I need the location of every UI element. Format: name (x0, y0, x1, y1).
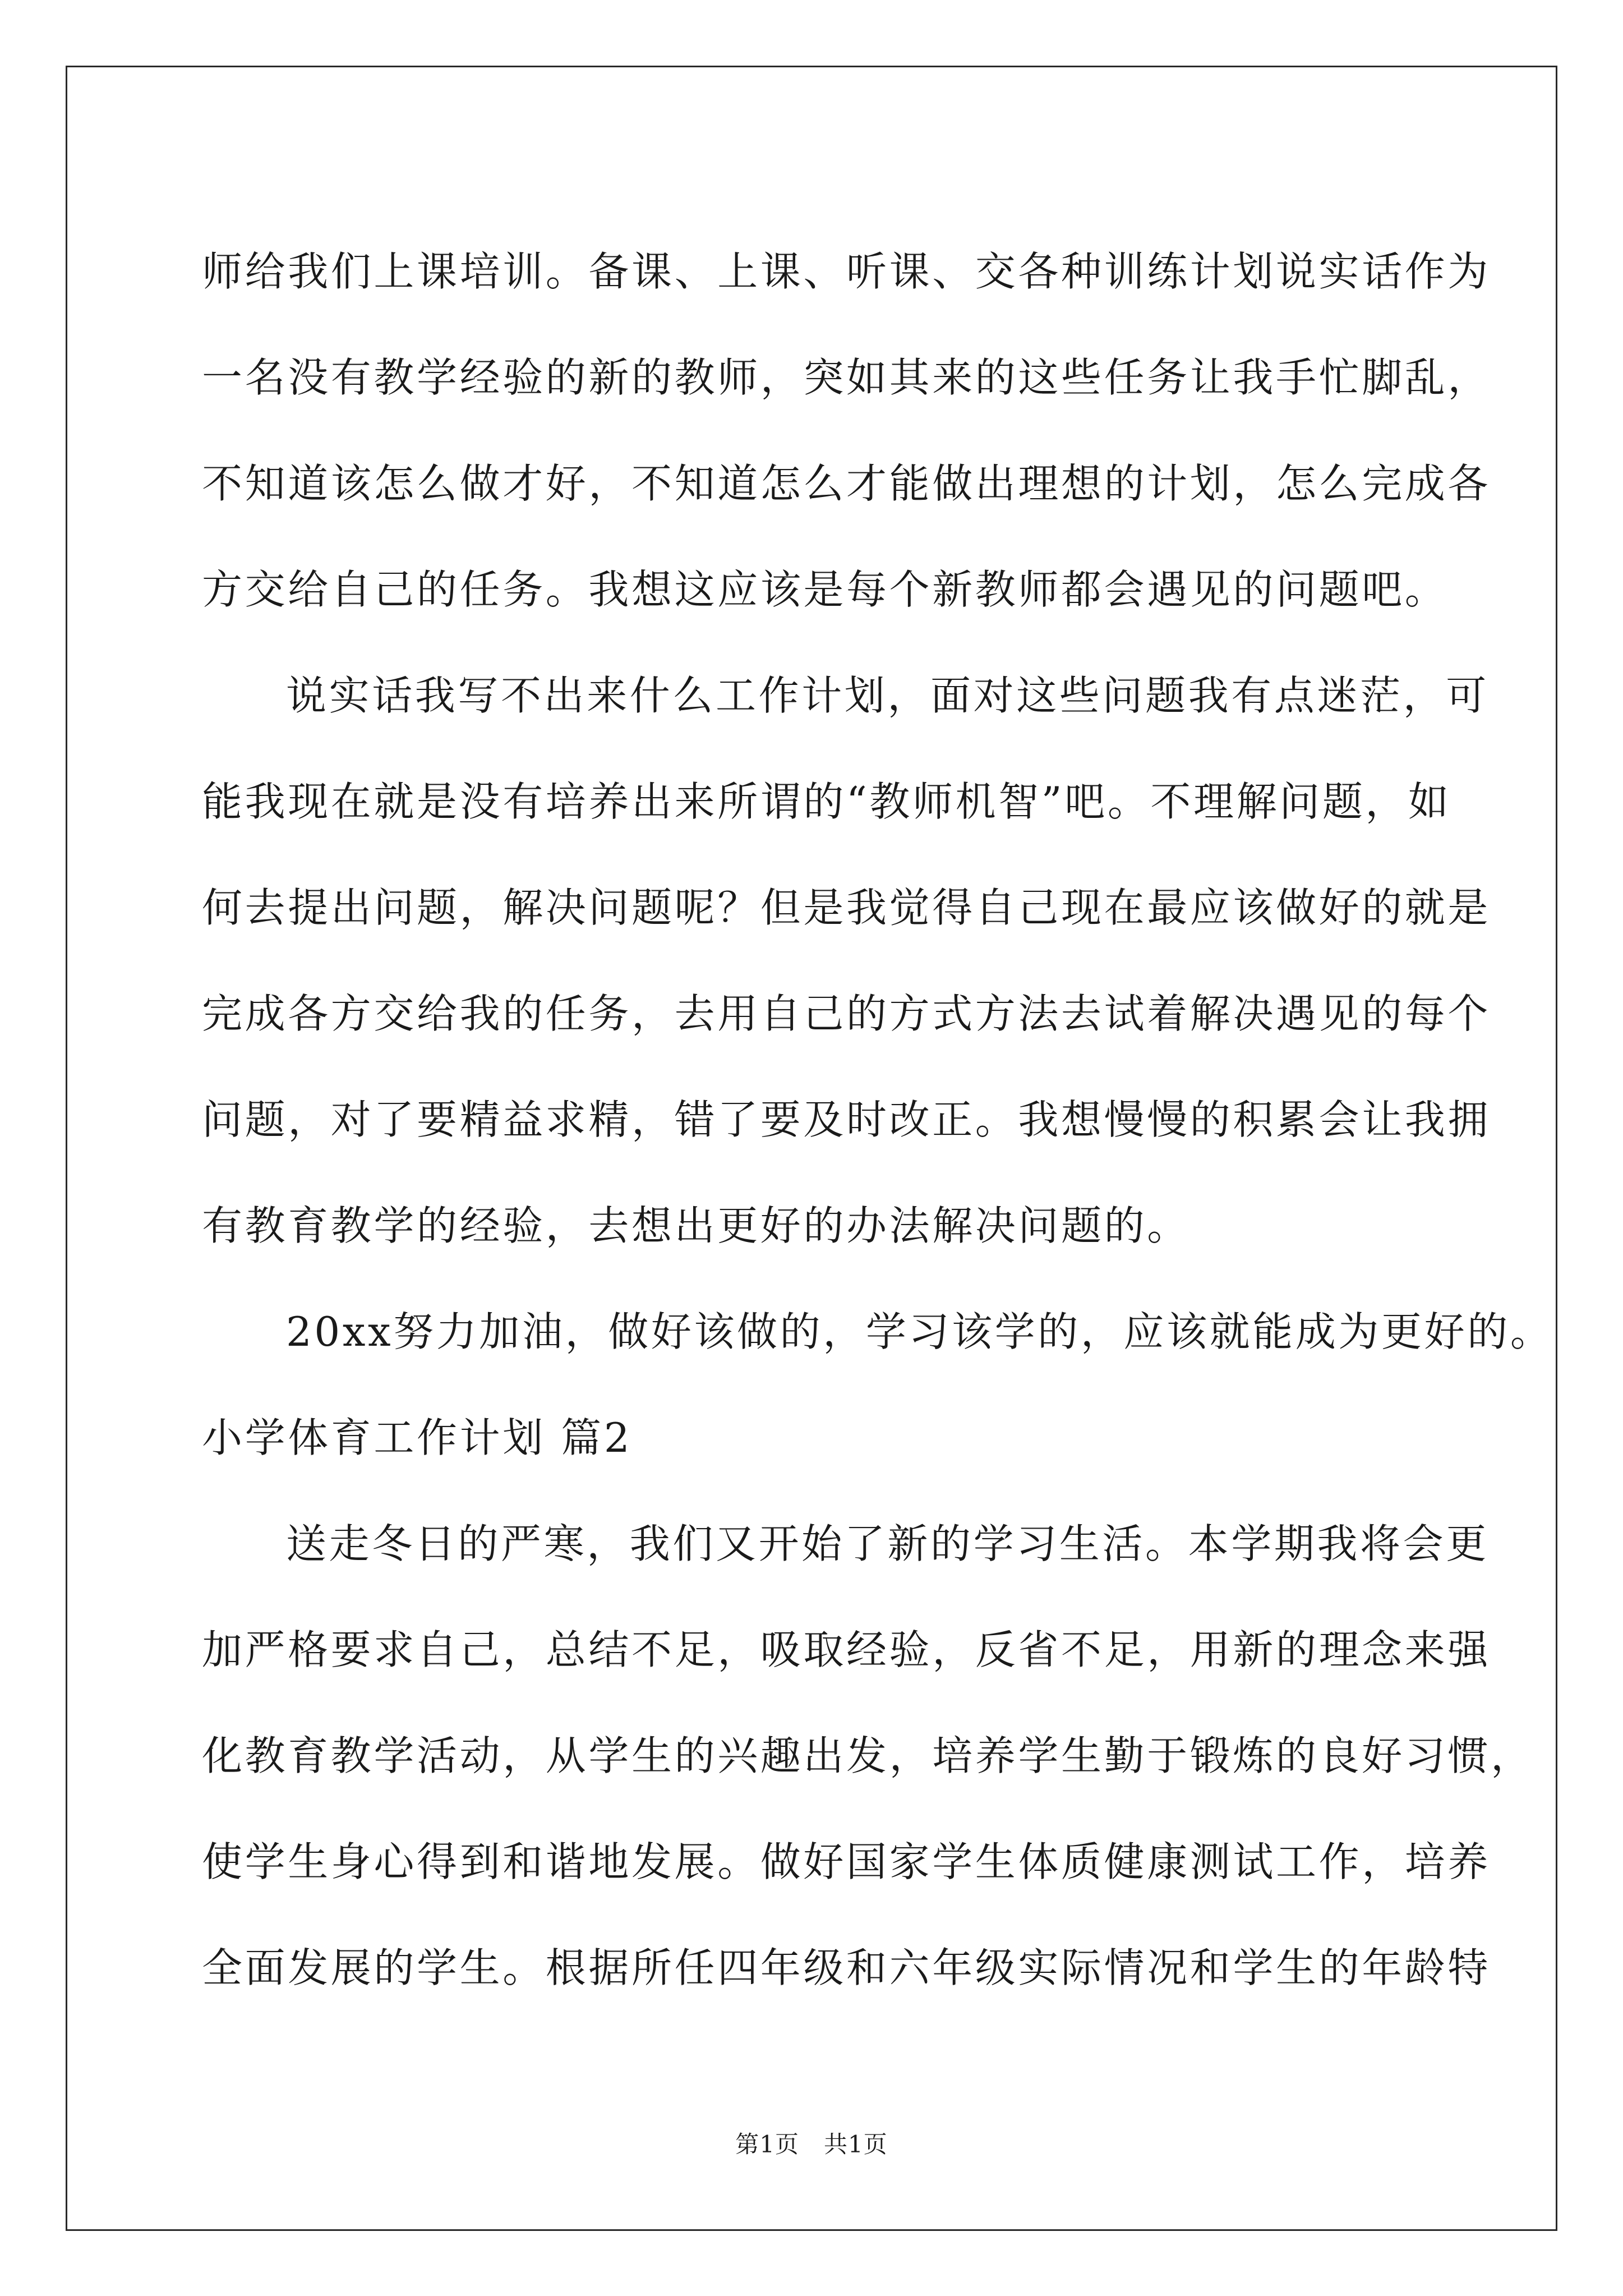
text-line: 问题，对了要精益求精，错了要及时改正。我想慢慢的积累会让我拥 (202, 1096, 1491, 1143)
text-line: 完成各方交给我的任务，去用自己的方式方法去试着解决遇见的每个 (202, 990, 1491, 1037)
document-body (202, 219, 1553, 2021)
text-line: 何去提出问题，解决问题呢？但是我觉得自己现在最应该做好的就是 (202, 884, 1491, 931)
text-line: 方交给自己的任务。我想这应该是每个新教师都会遇见的问题吧。 (202, 566, 1448, 613)
text-line: 不知道该怎么做才好，不知道怎么才能做出理想的计划，怎么完成各 (202, 460, 1491, 507)
paragraph-start-line: 20xx努力加油，做好该做的，学习该学的，应该就能成为更好的。 (286, 1308, 1553, 1355)
paragraph-start-line: 送走冬日的严寒，我们又开始了新的学习生活。本学期我将会更 (286, 1520, 1489, 1567)
page-footer (0, 2126, 1623, 2160)
text-line: 全面发展的学生。根据所任四年级和六年级实际情况和学生的年龄特 (202, 1944, 1491, 1991)
text-line: 有教育教学的经验，去想出更好的办法解决问题的。 (202, 1202, 1190, 1249)
text-line: 能我现在就是没有培养出来所谓的“教师机智”吧。不理解问题，如 (202, 778, 1451, 825)
page-number-total: 共1页 (824, 2131, 888, 2158)
text-line: 师给我们上课培训。备课、上课、听课、交各种训练计划说实话作为 (202, 248, 1491, 295)
text-line: 一名没有教学经验的新的教师，突如其来的这些任务让我手忙脚乱， (202, 354, 1491, 401)
paragraph-start-line: 说实话我写不出来什么工作计划，面对这些问题我有点迷茫，可 (286, 672, 1489, 719)
text-line: 使学生身心得到和谐地发展。做好国家学生体质健康测试工作，培养 (202, 1838, 1491, 1885)
text-line: 化教育教学活动，从学生的兴趣出发，培养学生勤于锻炼的良好习惯， (202, 1732, 1534, 1779)
section-heading: 小学体育工作计划 篇2 (202, 1414, 633, 1461)
page-number-current: 第1页 (735, 2131, 799, 2158)
text-line: 加严格要求自己，总结不足，吸取经验，反省不足，用新的理念来强 (202, 1626, 1491, 1673)
